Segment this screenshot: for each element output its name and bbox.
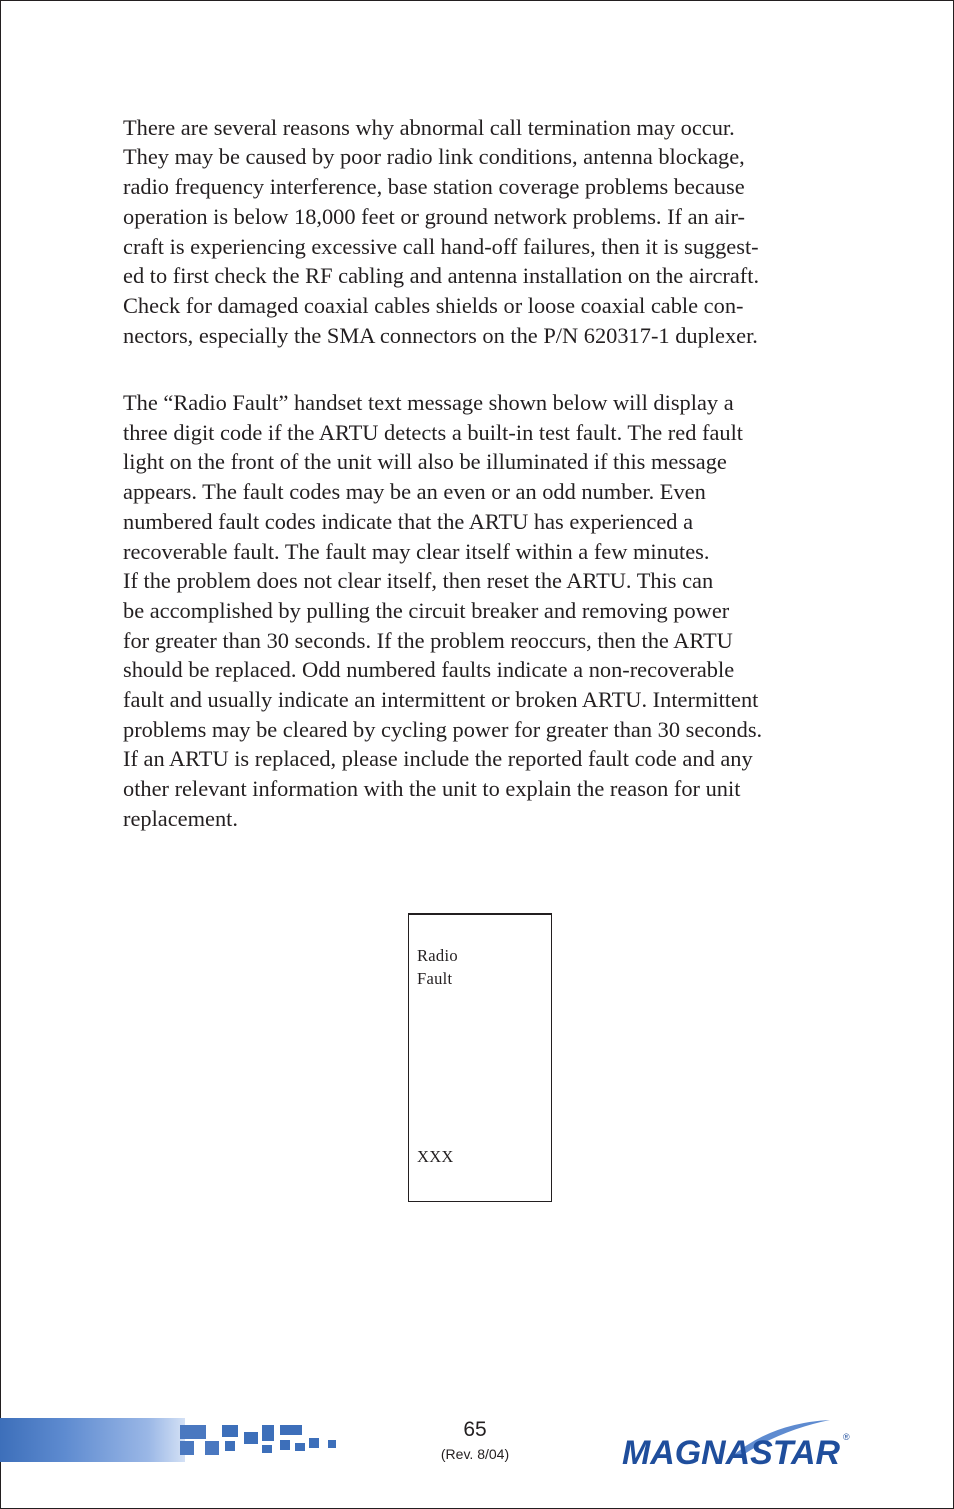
body-text (123, 83, 843, 871)
handset-display-illustration (408, 913, 552, 1202)
handset-text-fault: Fault (417, 969, 453, 988)
handset-text-radio: Radio (417, 946, 458, 965)
magnastar-logo (620, 1418, 860, 1470)
paragraph-call-termination: There are several reasons why abnormal call termination may occur. They may be caused by poor radio link conditions, antenna blockage, radio frequency interference, base station coverage problems because operation is below 18,000 feet or ground network problems. If an air- craft is experiencing excessive call hand-off failures, then it is suggest- ed to first check the RF cabling and antenna installation on the aircraft. Check for damaged coaxial cables shields or loose coaxial cable con- nectors, especially the SMA connectors on the P/N 620317-1 duplexer. (123, 114, 760, 348)
revision-label: (Rev. 8/04) (440, 1446, 510, 1462)
handset-fault-code: XXX (417, 1147, 454, 1166)
paragraph-radio-fault: The “Radio Fault” handset text message shown below will display a three digit code if the ARTU detects a built-in test fault. The red fault light on the front of the unit will also be illuminated if this message appears. The fault codes may be an even or an odd number. Even numbered fault codes indicate that the ARTU has experienced a recoverable fault. The fault may clear itself within a few minutes. If the problem does not clear itself, then reset the ARTU. This can be accomplished by pulling the circuit breaker and removing power for greater than 30 seconds. If the problem reoccurs, then the ARTU should be replaced. Odd numbered faults indicate a non-recoverable fault and usually indicate an intermittent or broken ARTU. Intermittent problems may be cleared by cycling power for greater than 30 seconds. If an ARTU is replaced, please include the reported fault code and any other relevant information with the unit to explain the reason for unit replacement. (123, 390, 763, 831)
footer-gradient-bar (0, 1418, 185, 1462)
logo-wordmark: MAGNASTAR (622, 1434, 841, 1470)
page-number: 65 (463, 1418, 487, 1441)
registered-mark: ® (843, 1432, 850, 1442)
